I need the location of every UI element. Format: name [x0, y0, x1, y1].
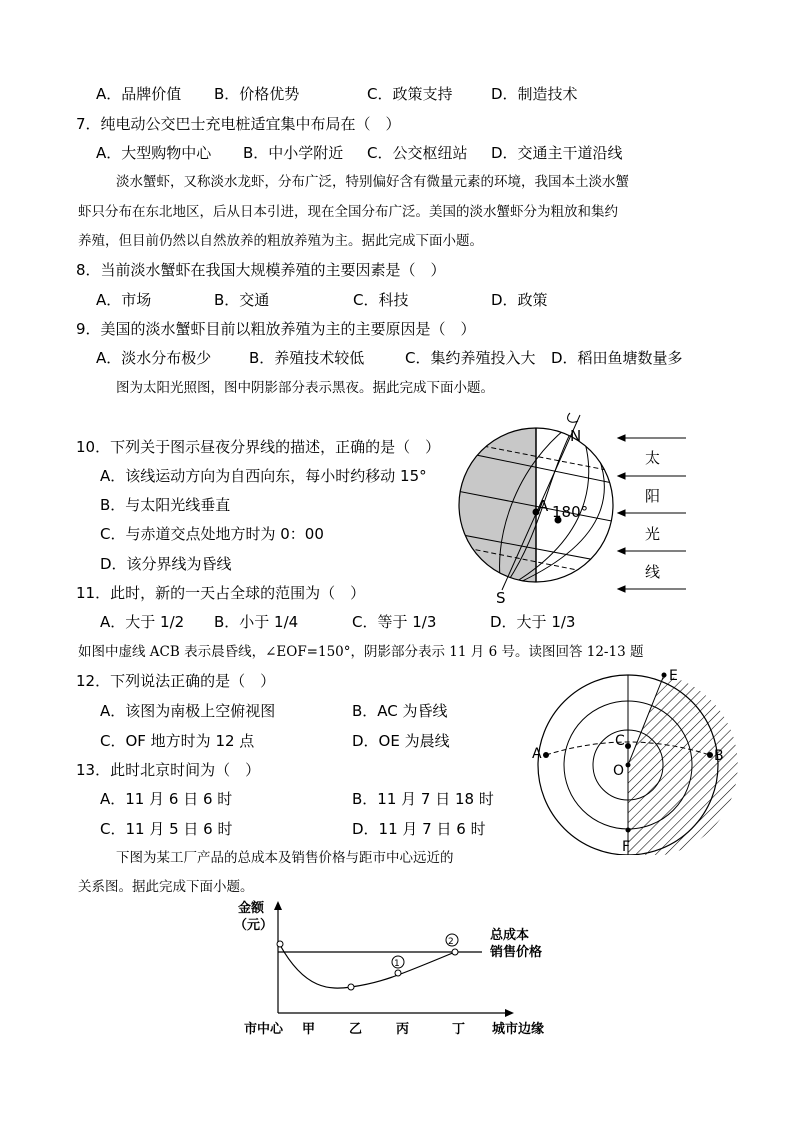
x-label-bing: 丙: [396, 1022, 410, 1037]
q11-stem: 11．此时，新的一天占全球的范围为（ ）: [76, 584, 366, 602]
passage-crayfish-line-3: 养殖，但目前仍然以自然放养的粗放养殖为主。据此完成下面小题。: [78, 233, 483, 249]
q8-option-d[interactable]: D．政策: [491, 291, 548, 309]
q9-options: [96, 348, 716, 368]
q13-stem: 13．此时北京时间为（ ）: [76, 761, 261, 779]
label-o: O: [613, 763, 625, 779]
sun-char-2: 阳: [645, 487, 661, 505]
point-a: [543, 752, 549, 758]
x-label-center: 市中心: [244, 1022, 284, 1037]
y-label-2: （元）: [234, 918, 274, 933]
q6-option-a[interactable]: A．品牌价值: [96, 85, 182, 103]
q7-option-c[interactable]: C．公交枢纽站: [367, 144, 468, 162]
q13-option-d[interactable]: D．11 月 7 日 6 时: [352, 820, 486, 838]
q10-option-d[interactable]: D．该分界线为昏线: [100, 555, 232, 573]
q9-stem: 9．美国的淡水蟹虾目前以粗放养殖为主的主要原因是（ ）: [76, 320, 476, 338]
label-f: F: [622, 839, 631, 855]
label-b: B: [714, 748, 724, 764]
point-c: [625, 743, 631, 749]
q9-option-c[interactable]: C．集约养殖投入大: [405, 349, 536, 367]
q11-options: [100, 612, 620, 632]
label-a: A: [538, 497, 549, 515]
x-label-edge: 城市边缘: [492, 1022, 545, 1037]
y-label-1: 金额: [238, 901, 265, 916]
q7-option-d[interactable]: D．交通主干道沿线: [491, 144, 623, 162]
marker-2-label: 2: [448, 937, 454, 947]
q9-option-a[interactable]: A．淡水分布极少: [96, 349, 212, 367]
label-s: S: [496, 589, 506, 607]
label-n: N: [570, 427, 582, 445]
q11-option-b[interactable]: B．小于 1/4: [214, 613, 299, 631]
legend-total-cost: 总成本: [490, 928, 530, 943]
label-a: A: [532, 746, 542, 762]
passage-crayfish-line-1: 淡水蟹虾，又称淡水龙虾，分布广泛，特别偏好含有微量元素的环境，我国本土淡水蟹: [116, 174, 629, 190]
shaded-region: [628, 675, 738, 855]
q6-option-c[interactable]: C．政策支持: [367, 85, 453, 103]
point-yi: [348, 984, 354, 990]
q12-option-a[interactable]: A．该图为南极上空俯视图: [100, 702, 276, 720]
q7-options: [96, 143, 696, 163]
sun-char-3: 光: [645, 525, 661, 543]
q13-option-b[interactable]: B．11 月 7 日 18 时: [352, 790, 494, 808]
passage-factory-line-2: 关系图。据此完成下面小题。: [78, 879, 254, 895]
point-o: [626, 763, 631, 768]
sunlight-globe-figure: [452, 405, 702, 610]
label-e: E: [669, 668, 678, 684]
sun-char-4: 线: [645, 563, 661, 581]
point-b: [707, 752, 713, 758]
q10-option-b[interactable]: B．与太阳光线垂直: [100, 496, 231, 514]
passage-sun: 图为太阳光照图，图中阴影部分表示黑夜。据此完成下面小题。: [116, 380, 494, 396]
q12-option-d[interactable]: D．OE 为晨线: [352, 732, 450, 750]
passage-factory-line-1: 下图为某工厂产品的总成本及销售价格与距市中心远近的: [116, 850, 454, 866]
q13-option-a[interactable]: A．11 月 6 日 6 时: [100, 790, 233, 808]
q8-option-a[interactable]: A．市场: [96, 291, 152, 309]
q12-stem: 12．下列说法正确的是（ ）: [76, 672, 276, 690]
label-180: 180°: [552, 503, 589, 521]
sun-char-1: 太: [645, 449, 661, 467]
q8-option-c[interactable]: C．科技: [353, 291, 409, 309]
label-c: C: [615, 733, 625, 749]
q12-option-b[interactable]: B．AC 为昏线: [352, 702, 448, 720]
q6-option-d[interactable]: D．制造技术: [491, 85, 578, 103]
q8-option-b[interactable]: B．交通: [214, 291, 270, 309]
q11-option-d[interactable]: D．大于 1/3: [490, 613, 576, 631]
point-bing: [395, 970, 401, 976]
q8-options: [96, 290, 696, 310]
q7-option-a[interactable]: A．大型购物中心: [96, 144, 212, 162]
point-start: [277, 941, 283, 947]
q11-option-c[interactable]: C．等于 1/3: [352, 613, 437, 631]
passage-crayfish-line-2: 虾只分布在东北地区，后从日本引进，现在全国分布广泛。美国的淡水蟹虾分为粗放和集约: [78, 204, 618, 220]
x-label-ding: 丁: [452, 1022, 466, 1037]
x-axis-arrow: [505, 1009, 514, 1017]
polar-view-figure: [528, 665, 738, 855]
legend-sales-price: 销售价格: [490, 945, 543, 960]
q11-option-a[interactable]: A．大于 1/2: [100, 613, 185, 631]
passage-polar: 如图中虚线 ACB 表示晨昏线，∠EOF=150°，阴影部分表示 11 月 6 号。读图回答 12-13 题: [78, 644, 644, 660]
cost-price-chart: [230, 895, 570, 1045]
q8-stem: 8．当前淡水蟹虾在我国大规模养殖的主要因素是（ ）: [76, 261, 446, 279]
x-label-jia: 甲: [302, 1022, 316, 1037]
q7-stem: 7．纯电动公交巴士充电桩适宜集中布局在（ ）: [76, 115, 401, 133]
point-ding: [452, 949, 458, 955]
q9-option-d[interactable]: D．稻田鱼塘数量多: [551, 349, 683, 367]
q13-option-c[interactable]: C．11 月 5 日 6 时: [100, 820, 233, 838]
point-f: [626, 828, 631, 833]
q9-option-b[interactable]: B．养殖技术较低: [249, 349, 365, 367]
q10-option-a[interactable]: A．该线运动方向为自西向东，每小时约移动 15°: [100, 467, 427, 485]
q10-option-c[interactable]: C．与赤道交点处地方时为 0：00: [100, 525, 324, 543]
q6-option-b[interactable]: B．价格优势: [214, 85, 300, 103]
x-label-yi: 乙: [349, 1022, 363, 1037]
point-e: [662, 673, 667, 678]
night-region: [459, 428, 536, 582]
q10-stem: 10．下列关于图示昼夜分界线的描述，正确的是（ ）: [76, 438, 441, 456]
y-axis-arrow: [274, 901, 282, 910]
marker-1-label: 1: [394, 959, 400, 969]
q12-option-c[interactable]: C．OF 地方时为 12 点: [100, 732, 255, 750]
q7-option-b[interactable]: B．中小学附近: [243, 144, 344, 162]
